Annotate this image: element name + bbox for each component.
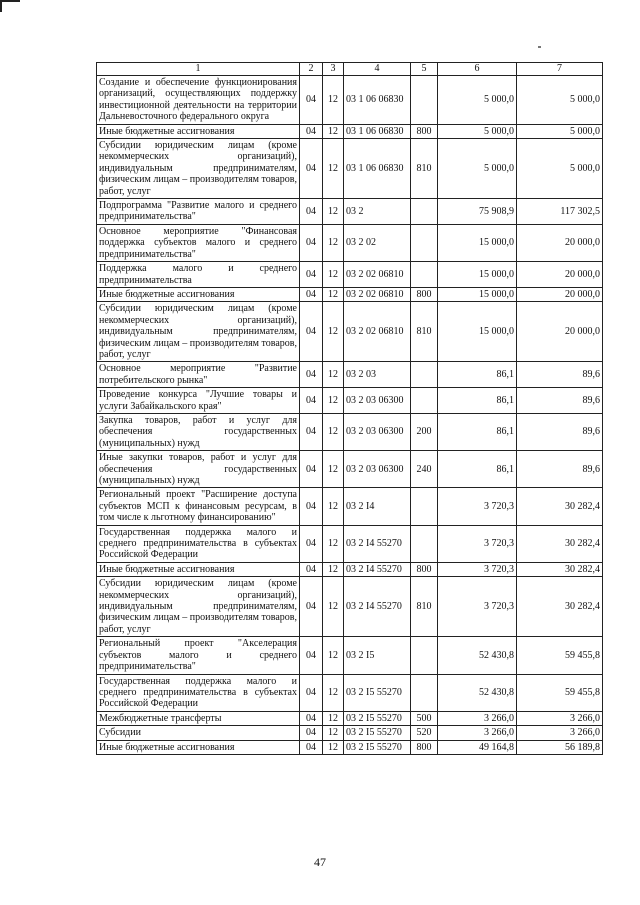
row-amount-year1: 5 000,0 <box>438 124 517 138</box>
row-amount-year2: 3 266,0 <box>517 711 603 725</box>
row-expense-type: 800 <box>411 287 438 301</box>
header-row <box>97 63 603 76</box>
row-name: Иные закупки товаров, работ и услуг для обеспечения государственных (муниципальных) нужд <box>97 451 300 488</box>
row-amount-year2: 20 000,0 <box>517 224 603 261</box>
row-name: Межбюджетные трансферты <box>97 711 300 725</box>
row-amount-year1: 86,1 <box>438 413 517 450</box>
row-amount-year1: 3 720,3 <box>438 525 517 562</box>
row-amount-year2: 117 302,5 <box>517 199 603 225</box>
row-target-article: 03 2 I5 55270 <box>344 711 411 725</box>
row-section: 04 <box>300 711 323 725</box>
row-expense-type <box>411 224 438 261</box>
row-subsection: 12 <box>323 287 344 301</box>
table-row <box>97 139 603 199</box>
row-target-article: 03 1 06 06830 <box>344 139 411 199</box>
row-subsection: 12 <box>323 726 344 740</box>
row-amount-year2: 56 189,8 <box>517 740 603 754</box>
row-subsection: 12 <box>323 413 344 450</box>
row-amount-year2: 89,6 <box>517 362 603 388</box>
row-section: 04 <box>300 488 323 525</box>
row-expense-type <box>411 362 438 388</box>
row-expense-type <box>411 637 438 674</box>
row-name: Основное мероприятие "Развитие потребительского рынка" <box>97 362 300 388</box>
row-subsection: 12 <box>323 525 344 562</box>
row-expense-type <box>411 388 438 414</box>
row-name: Подпрограмма "Развитие малого и среднего предпринимательства" <box>97 199 300 225</box>
row-name: Субсидии юридическим лицам (кроме некоммерческих организаций), индивидуальным предпринимателям, физическим лицам – производителям товаров, работ, услуг <box>97 577 300 637</box>
row-expense-type: 500 <box>411 711 438 725</box>
row-amount-year1: 86,1 <box>438 451 517 488</box>
table-body <box>97 76 603 755</box>
row-target-article: 03 2 03 06300 <box>344 388 411 414</box>
budget-table <box>96 62 603 755</box>
row-target-article: 03 2 I5 55270 <box>344 740 411 754</box>
row-expense-type <box>411 525 438 562</box>
row-name: Иные бюджетные ассигнования <box>97 124 300 138</box>
row-section: 04 <box>300 740 323 754</box>
row-amount-year1: 3 720,3 <box>438 577 517 637</box>
row-target-article: 03 2 I5 <box>344 637 411 674</box>
column-header-4: 4 <box>344 63 411 76</box>
row-expense-type: 800 <box>411 740 438 754</box>
row-amount-year2: 59 455,8 <box>517 637 603 674</box>
row-target-article: 03 2 I4 <box>344 488 411 525</box>
row-amount-year2: 20 000,0 <box>517 302 603 362</box>
row-amount-year2: 89,6 <box>517 451 603 488</box>
row-amount-year2: 30 282,4 <box>517 525 603 562</box>
row-amount-year2: 59 455,8 <box>517 674 603 711</box>
row-amount-year1: 5 000,0 <box>438 139 517 199</box>
row-section: 04 <box>300 451 323 488</box>
table-row <box>97 199 603 225</box>
row-expense-type: 520 <box>411 726 438 740</box>
row-expense-type: 810 <box>411 139 438 199</box>
row-expense-type: 810 <box>411 577 438 637</box>
row-target-article: 03 2 02 06810 <box>344 287 411 301</box>
row-amount-year2: 30 282,4 <box>517 562 603 576</box>
scan-corner-mark <box>0 0 20 12</box>
row-expense-type <box>411 674 438 711</box>
row-target-article: 03 2 02 06810 <box>344 302 411 362</box>
row-target-article: 03 2 03 <box>344 362 411 388</box>
row-target-article: 03 2 I4 55270 <box>344 525 411 562</box>
table-header <box>97 63 603 76</box>
row-name: Проведение конкурса "Лучшие товары и услуги Забайкальского края" <box>97 388 300 414</box>
row-amount-year1: 15 000,0 <box>438 262 517 288</box>
table-row <box>97 76 603 125</box>
column-header-2: 2 <box>300 63 323 76</box>
row-section: 04 <box>300 674 323 711</box>
row-subsection: 12 <box>323 362 344 388</box>
row-subsection: 12 <box>323 711 344 725</box>
row-amount-year1: 3 266,0 <box>438 726 517 740</box>
table-row <box>97 726 603 740</box>
row-subsection: 12 <box>323 562 344 576</box>
table-row <box>97 124 603 138</box>
row-name: Иные бюджетные ассигнования <box>97 740 300 754</box>
table-row <box>97 740 603 754</box>
row-name: Региональный проект "Акселерация субъектов малого и среднего предпринимательства" <box>97 637 300 674</box>
table-row <box>97 637 603 674</box>
column-header-7: 7 <box>517 63 603 76</box>
row-target-article: 03 2 I4 55270 <box>344 577 411 637</box>
row-amount-year1: 3 720,3 <box>438 562 517 576</box>
table-row <box>97 711 603 725</box>
row-expense-type: 810 <box>411 302 438 362</box>
table-row <box>97 388 603 414</box>
row-section: 04 <box>300 637 323 674</box>
row-section: 04 <box>300 577 323 637</box>
row-section: 04 <box>300 525 323 562</box>
row-target-article: 03 1 06 06830 <box>344 124 411 138</box>
row-amount-year1: 52 430,8 <box>438 637 517 674</box>
row-name: Государственная поддержка малого и среднего предпринимательства в субъектах Российской Федерации <box>97 674 300 711</box>
row-expense-type <box>411 488 438 525</box>
row-section: 04 <box>300 224 323 261</box>
row-subsection: 12 <box>323 637 344 674</box>
row-subsection: 12 <box>323 740 344 754</box>
row-amount-year1: 5 000,0 <box>438 76 517 125</box>
row-section: 04 <box>300 362 323 388</box>
row-expense-type: 800 <box>411 562 438 576</box>
row-expense-type <box>411 262 438 288</box>
row-section: 04 <box>300 726 323 740</box>
row-target-article: 03 1 06 06830 <box>344 76 411 125</box>
row-name: Закупка товаров, работ и услуг для обеспечения государственных (муниципальных) нужд <box>97 413 300 450</box>
column-header-5: 5 <box>411 63 438 76</box>
page-number: 47 <box>314 855 326 869</box>
row-name: Основное мероприятие "Финансовая поддержка субъектов малого и среднего предпринимательства" <box>97 224 300 261</box>
row-name: Субсидии <box>97 726 300 740</box>
table-row <box>97 262 603 288</box>
row-target-article: 03 2 03 06300 <box>344 451 411 488</box>
row-amount-year2: 20 000,0 <box>517 262 603 288</box>
table-row <box>97 224 603 261</box>
row-target-article: 03 2 02 <box>344 224 411 261</box>
row-target-article: 03 2 I5 55270 <box>344 674 411 711</box>
column-header-6: 6 <box>438 63 517 76</box>
table-row <box>97 577 603 637</box>
row-amount-year2: 30 282,4 <box>517 577 603 637</box>
row-target-article: 03 2 03 06300 <box>344 413 411 450</box>
row-name: Поддержка малого и среднего предпринимательства <box>97 262 300 288</box>
table-row <box>97 451 603 488</box>
row-section: 04 <box>300 262 323 288</box>
row-amount-year1: 15 000,0 <box>438 302 517 362</box>
row-target-article: 03 2 I4 55270 <box>344 562 411 576</box>
row-section: 04 <box>300 139 323 199</box>
row-subsection: 12 <box>323 388 344 414</box>
row-amount-year2: 89,6 <box>517 413 603 450</box>
row-amount-year2: 5 000,0 <box>517 139 603 199</box>
row-subsection: 12 <box>323 302 344 362</box>
row-section: 04 <box>300 287 323 301</box>
row-expense-type: 200 <box>411 413 438 450</box>
table-row <box>97 674 603 711</box>
row-amount-year1: 52 430,8 <box>438 674 517 711</box>
row-section: 04 <box>300 199 323 225</box>
column-header-1: 1 <box>97 63 300 76</box>
row-amount-year2: 30 282,4 <box>517 488 603 525</box>
row-amount-year2: 89,6 <box>517 388 603 414</box>
row-amount-year1: 49 164,8 <box>438 740 517 754</box>
row-section: 04 <box>300 124 323 138</box>
row-name: Региональный проект "Расширение доступа субъектов МСП к финансовым ресурсам, в том числе к льготному финансированию" <box>97 488 300 525</box>
row-amount-year1: 75 908,9 <box>438 199 517 225</box>
row-amount-year2: 5 000,0 <box>517 76 603 125</box>
row-subsection: 12 <box>323 577 344 637</box>
scan-speck <box>538 46 541 48</box>
table-row <box>97 562 603 576</box>
row-subsection: 12 <box>323 199 344 225</box>
row-section: 04 <box>300 413 323 450</box>
row-amount-year2: 3 266,0 <box>517 726 603 740</box>
row-expense-type: 800 <box>411 124 438 138</box>
row-subsection: 12 <box>323 488 344 525</box>
row-section: 04 <box>300 302 323 362</box>
row-amount-year2: 20 000,0 <box>517 287 603 301</box>
table-row <box>97 488 603 525</box>
row-amount-year1: 86,1 <box>438 362 517 388</box>
row-name: Государственная поддержка малого и среднего предпринимательства в субъектах Российской Федерации <box>97 525 300 562</box>
row-expense-type <box>411 76 438 125</box>
row-amount-year1: 3 720,3 <box>438 488 517 525</box>
row-amount-year1: 3 266,0 <box>438 711 517 725</box>
row-name: Иные бюджетные ассигнования <box>97 562 300 576</box>
row-subsection: 12 <box>323 451 344 488</box>
row-subsection: 12 <box>323 262 344 288</box>
row-target-article: 03 2 02 06810 <box>344 262 411 288</box>
row-subsection: 12 <box>323 674 344 711</box>
row-name: Создание и обеспечение функционирования организаций, осуществляющих поддержку инвестиционной деятельности на территории Дальневосточного федерального округа <box>97 76 300 125</box>
table-row <box>97 302 603 362</box>
row-subsection: 12 <box>323 76 344 125</box>
row-expense-type <box>411 199 438 225</box>
row-amount-year1: 15 000,0 <box>438 287 517 301</box>
row-section: 04 <box>300 562 323 576</box>
row-amount-year2: 5 000,0 <box>517 124 603 138</box>
row-name: Субсидии юридическим лицам (кроме некоммерческих организаций), индивидуальным предпринимателям, физическим лицам – производителям товаров, работ, услуг <box>97 139 300 199</box>
row-subsection: 12 <box>323 139 344 199</box>
row-amount-year1: 86,1 <box>438 388 517 414</box>
row-section: 04 <box>300 388 323 414</box>
column-header-3: 3 <box>323 63 344 76</box>
table-row <box>97 525 603 562</box>
row-subsection: 12 <box>323 224 344 261</box>
table-row <box>97 362 603 388</box>
row-name: Субсидии юридическим лицам (кроме некоммерческих организаций), индивидуальным предпринимателям, физическим лицам – производителям товаров, работ, услуг <box>97 302 300 362</box>
row-section: 04 <box>300 76 323 125</box>
row-amount-year1: 15 000,0 <box>438 224 517 261</box>
row-name: Иные бюджетные ассигнования <box>97 287 300 301</box>
row-target-article: 03 2 I5 55270 <box>344 726 411 740</box>
table-row <box>97 287 603 301</box>
row-expense-type: 240 <box>411 451 438 488</box>
row-subsection: 12 <box>323 124 344 138</box>
table-row <box>97 413 603 450</box>
row-target-article: 03 2 <box>344 199 411 225</box>
